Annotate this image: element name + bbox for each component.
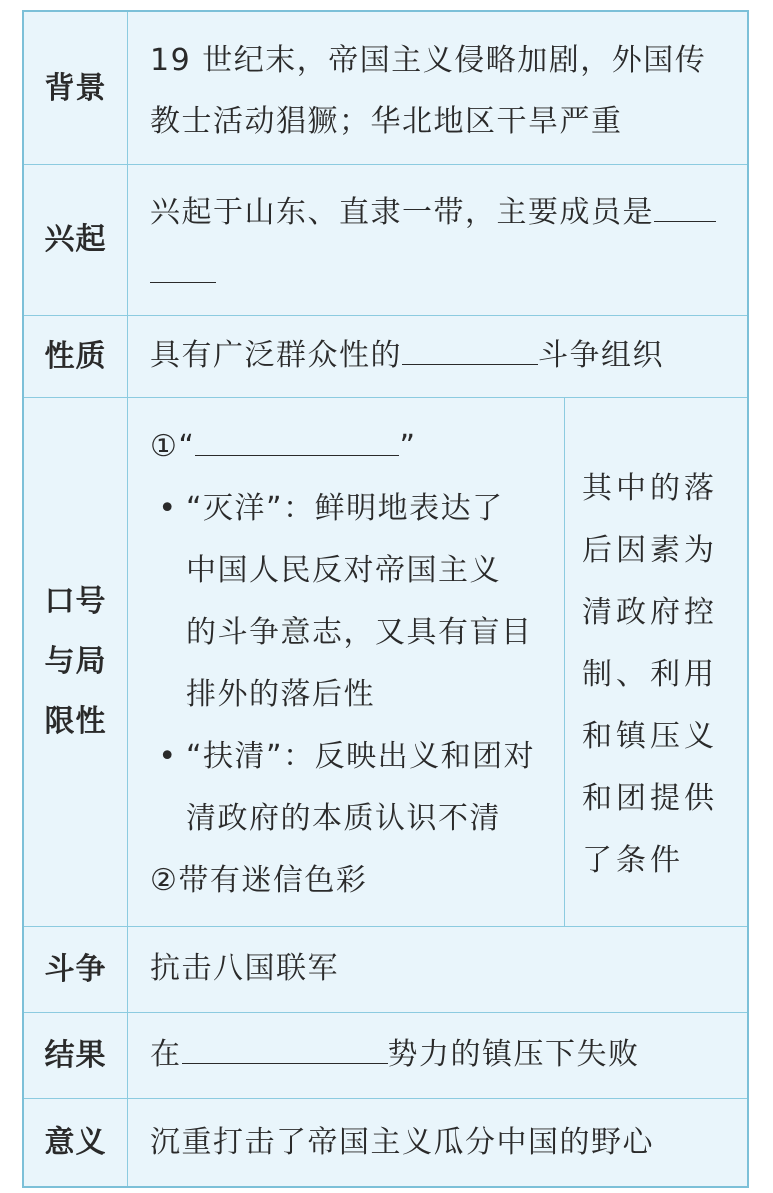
- bullet-icon: •: [158, 739, 178, 774]
- text-line: 19 世纪末，帝国主义侵略加剧，外国传: [150, 43, 707, 78]
- answer-blank: [402, 328, 538, 365]
- slogan-text: [150, 416, 535, 912]
- side-note: [582, 458, 747, 892]
- row-divider: [24, 1098, 747, 1099]
- row-divider: [24, 1012, 747, 1013]
- text-line: 教士活动猖獗；华北地区干旱严重: [150, 104, 623, 139]
- text-line: [150, 478, 535, 540]
- text-line: 排外的落后性: [186, 677, 375, 712]
- text-line: 的斗争意志，又具有盲目: [186, 615, 533, 650]
- text-line: 和团提供: [582, 781, 718, 816]
- row-label-background: [24, 12, 127, 164]
- answer-blank: [150, 246, 216, 283]
- text-line: [150, 243, 716, 304]
- row-label-result: [24, 1012, 127, 1098]
- text-fragment: ”: [399, 429, 417, 464]
- text-fragment: ①“: [150, 429, 196, 464]
- significance-text: 沉重打击了帝国主义瓜分中国的野心: [150, 1125, 654, 1160]
- row-divider: [24, 164, 747, 165]
- rise-text: [150, 182, 716, 304]
- text-fragment: “扶清”：反映出义和团对: [186, 739, 536, 774]
- row-label-struggle: [24, 926, 127, 1012]
- text-line: 中国人民反对帝国主义: [186, 553, 501, 588]
- text-line: 后因素为: [582, 533, 718, 568]
- bullet-icon: •: [158, 491, 178, 526]
- row-label-text: 性质: [44, 338, 107, 374]
- text-fragment: 兴起于山东、直隶一带，主要成员是: [150, 195, 654, 230]
- row-label-text: 背景: [44, 70, 107, 106]
- struggle-text: 抗击八国联军: [150, 951, 339, 986]
- result-text: [150, 1024, 640, 1085]
- row-label-text: 口号: [44, 583, 107, 619]
- text-line: 制、利用: [582, 657, 718, 692]
- row-divider: [24, 315, 747, 316]
- background-text: [150, 30, 706, 152]
- summary-table: [22, 10, 749, 1188]
- row-label-text: 限性: [44, 703, 107, 739]
- row-label-slogan: [24, 397, 127, 926]
- answer-blank: [654, 185, 716, 222]
- answer-blank: [182, 1027, 388, 1064]
- text-line: 其中的落: [582, 471, 718, 506]
- text-fragment: 在: [150, 1037, 182, 1072]
- text-fragment: 斗争组织: [538, 338, 664, 373]
- row-divider: [24, 926, 747, 927]
- row-divider: [24, 397, 747, 398]
- text-line: [150, 416, 535, 478]
- label-column-divider: [127, 12, 128, 1186]
- row-label-text: 意义: [44, 1124, 107, 1160]
- text-line: ②带有迷信色彩: [150, 863, 368, 898]
- row-label-nature: [24, 315, 127, 397]
- row-label-text: 结果: [44, 1037, 107, 1073]
- text-fragment: 具有广泛群众性的: [150, 338, 402, 373]
- row-label-text: 斗争: [44, 951, 107, 987]
- nature-text: [150, 325, 664, 386]
- text-line: [150, 726, 535, 788]
- row-label-significance: [24, 1098, 127, 1186]
- row-label-text: 兴起: [44, 222, 107, 257]
- row-label-rise: [24, 164, 127, 315]
- answer-blank: [195, 419, 399, 456]
- side-note-divider: [564, 397, 565, 926]
- text-line: 清政府的本质认识不清: [186, 801, 501, 836]
- text-line: 了条件: [582, 843, 684, 878]
- text-fragment: “灭洋”：鲜明地表达了: [186, 491, 504, 526]
- text-line: 清政府控: [582, 595, 718, 630]
- text-fragment: 势力的镇压下失败: [387, 1037, 640, 1072]
- row-label-text: 与局: [44, 643, 107, 679]
- text-line: [150, 182, 716, 243]
- text-line: 和镇压义: [582, 719, 718, 754]
